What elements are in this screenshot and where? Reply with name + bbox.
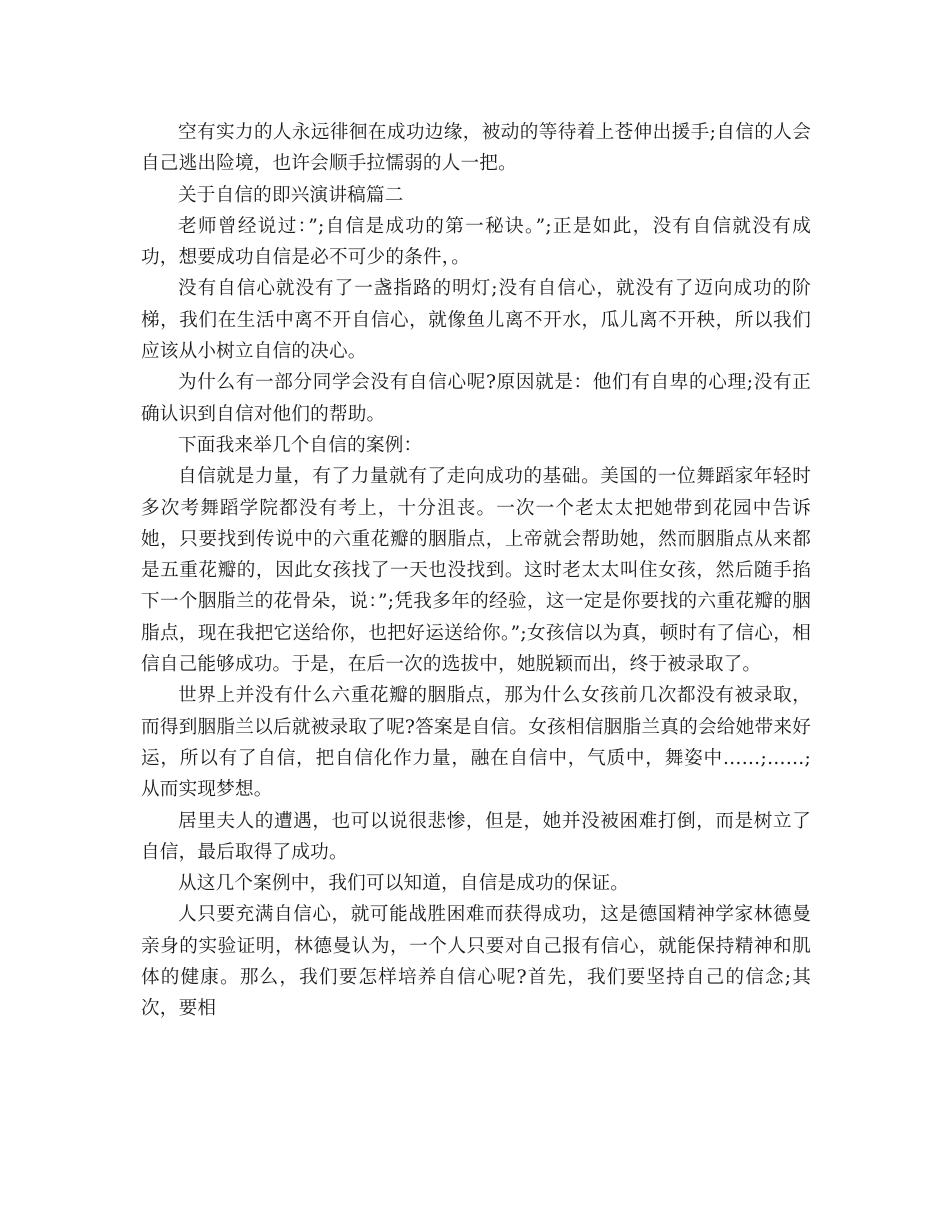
paragraph-1: 空有实力的人永远徘徊在成功边缘，被动的等待着上苍伸出援手;自信的人会自己逃出险境，也许会顺手拉懦弱的人一把。 xyxy=(141,122,811,175)
paragraph-2: 老师曾经说过：”;自信是成功的第一秘诀。”;正是如此，没有自信就没有成功，想要成功自信是必不可少的条件，。 xyxy=(141,215,811,269)
paragraph-7: 世界上并没有什么六重花瓣的胭脂点，那为什么女孩前几次都没有被录取，而得到胭脂兰以后就被录取了呢?答案是自信。女孩相信胭脂兰真的会给她带来好运，所以有了自信，把自信化作力量，融在自信中，气质中，舞姿中……;……;从而实现梦想。 xyxy=(141,685,811,801)
document-body xyxy=(141,117,811,1025)
section-heading: 关于自信的即兴演讲稿篇二 xyxy=(178,184,404,206)
paragraph-5: 下面我来举几个自信的案例： xyxy=(178,434,423,456)
paragraph-8: 居里夫人的遭遇，也可以说很悲惨，但是，她并没被困难打倒，而是树立了自信，最后取得了成功。 xyxy=(141,810,811,863)
paragraph-6: 自信就是力量，有了力量就有了走向成功的基础。美国的一位舞蹈家年轻时多次考舞蹈学院都没有考上，十分沮丧。一次一个老太太把她带到花园中告诉她，只要找到传说中的六重花瓣的胭脂点，上帝就会帮助她，然而胭脂点从来都是五重花瓣的，因此女孩找了一天也没找到。这时老太太叫住女孩，然后随手掐下一个胭脂兰的花骨朵，说：”;凭我多年的经验，这一定是你要找的六重花瓣的胭脂点，现在我把它送给你，也把好运送给你。”;女孩信以为真，顿时有了信心，相信自己能够成功。于是，在后一次的选拔中，她脱颖而出，终于被录取了。 xyxy=(141,466,811,676)
paragraph-10: 人只要充满自信心，就可能战胜困难而获得成功，这是德国精神学家林德曼亲身的实验证明，林德曼认为，一个人只要对自己报有信心，就能保持精神和肌体的健康。那么，我们要怎样培养自信心呢?首先，我们要坚持自己的信念;其次，要相 xyxy=(141,904,811,1020)
paragraph-3: 没有自信心就没有了一盏指路的明灯;没有自信心，就没有了迈向成功的阶梯，我们在生活中离不开自信心，就像鱼儿离不开水，瓜儿离不开秧，所以我们应该从小树立自信的决心。 xyxy=(141,278,811,363)
paragraph-4: 为什么有一部分同学会没有自信心呢?原因就是：他们有自卑的心理;没有正确认识到自信对他们的帮助。 xyxy=(141,372,811,425)
paragraph-9: 从这几个案例中，我们可以知道，自信是成功的保证。 xyxy=(178,873,630,895)
